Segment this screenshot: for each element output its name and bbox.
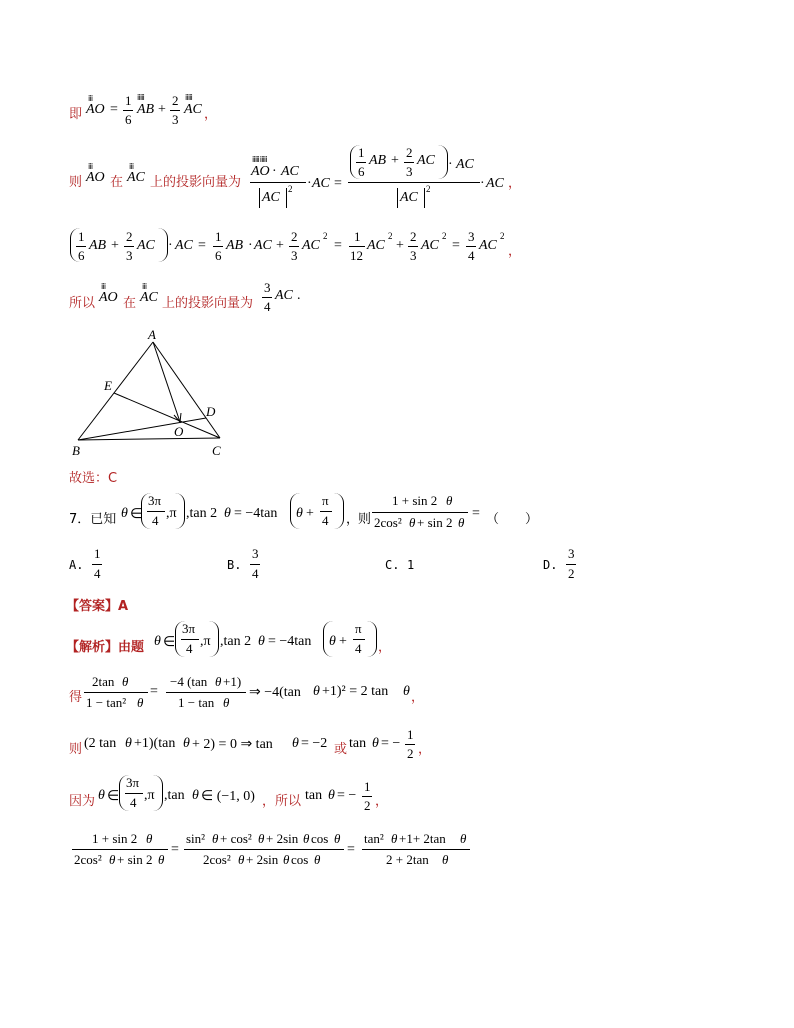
label-A: A: [148, 327, 156, 342]
previous-answer: 故选：C: [69, 471, 118, 486]
answer-tag: 【答案】A: [66, 599, 129, 614]
label-E: E: [104, 378, 112, 393]
vec-ao: AO: [86, 102, 105, 117]
label-C: C: [212, 443, 221, 458]
vector-arrow: ⅲ: [88, 94, 93, 103]
option-c-label[interactable]: C.: [385, 558, 400, 572]
label-D: D: [206, 404, 216, 419]
ji-label: 即: [69, 107, 83, 122]
label-B: B: [72, 443, 80, 458]
label-O: O: [174, 424, 184, 439]
option-d-label[interactable]: D.: [543, 558, 558, 572]
option-a-label[interactable]: A.: [69, 558, 84, 572]
option-b-label[interactable]: B.: [227, 558, 242, 572]
question-number: 7．已知: [69, 512, 117, 527]
triangle-figure: [60, 322, 240, 462]
